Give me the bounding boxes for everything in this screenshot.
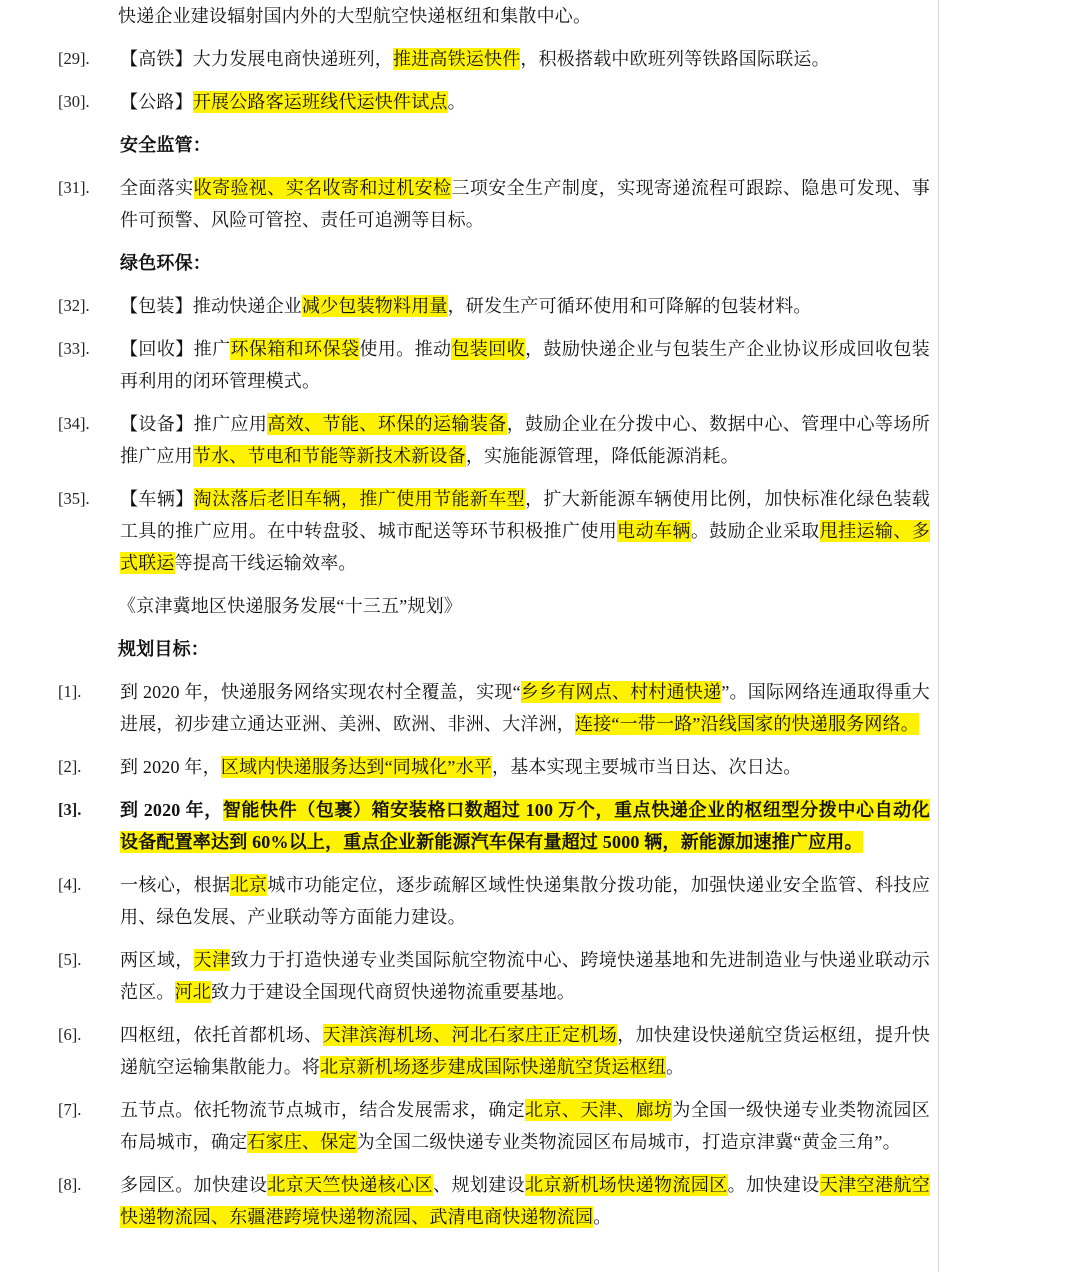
plain-text: 。鼓励企业采取: [690, 521, 820, 541]
highlighted-text: 电动车辆: [617, 521, 691, 541]
item-text: [120, 408, 930, 472]
item-number: [3].: [58, 800, 82, 819]
item-number: [6].: [58, 1025, 82, 1044]
section-title-block: [0, 590, 1080, 622]
plain-text: 四枢纽，依托首都机场、: [120, 1025, 323, 1045]
item-number: [35].: [58, 489, 90, 508]
lead-paragraph-text: [56, 0, 930, 32]
item-text: [120, 1019, 930, 1083]
item-text: [120, 1169, 930, 1233]
highlighted-text: 乡乡有网点、村村通快递: [520, 682, 722, 702]
plain-text: 【回收】推广: [120, 339, 231, 359]
plain-text: 。加快建设: [727, 1175, 820, 1195]
plain-text: 为全国一级快递专业类物流园区布局城市，确定: [120, 1100, 930, 1152]
highlighted-text: 开展公路客运班线代运快件试点: [192, 92, 448, 112]
plain-text: 到 2020 年，快递服务网络实现农村全覆盖，实现“: [120, 682, 521, 702]
document-item: [0, 794, 1080, 858]
document-item: [0, 676, 1080, 740]
highlighted-text: 减少包装物料用量: [302, 296, 448, 316]
highlighted-text: 推进高铁运快件: [393, 49, 521, 69]
lead-paragraph: [0, 0, 1080, 32]
highlighted-text: 高效、节能、环保的运输装备: [267, 414, 507, 434]
item-number: [7].: [58, 1100, 82, 1119]
plain-text: 【设备】推广应用: [120, 414, 268, 434]
document-item: [0, 751, 1080, 783]
section-title: 《京津冀地区快递服务发展“十三五”规划》: [118, 596, 462, 616]
item-number: [33].: [58, 339, 90, 358]
highlighted-text: 天津滨海机场、河北石家庄正定机场: [322, 1025, 618, 1045]
plain-text: 三项安全生产制度，实现寄递流程可跟踪、隐患可发现、事件可预警、风险可管控、责任可追溯等目标。: [120, 178, 930, 230]
highlighted-text: 甩挂运输、多式联运: [120, 521, 930, 573]
highlighted-text: 智能快件（包裹）箱安装格口数超过 100 万个，重点快递企业的枢纽型分拨中心自动化设备配置率达到 60%以上，重点企业新能源汽车保有量超过 5000 辆，新能源加速推广应用。: [120, 800, 930, 852]
item-number: [29].: [58, 49, 90, 68]
document-item: [0, 129, 1080, 161]
item-heading: [120, 129, 930, 161]
highlighted-text: 北京、天津、廊坊: [525, 1100, 673, 1120]
plain-text: 全面落实: [120, 178, 194, 198]
plain-text: 【车辆】: [120, 489, 194, 509]
plain-text: ，实施能源管理，降低能源消耗。: [465, 446, 739, 466]
plain-text: 。: [593, 1207, 612, 1227]
plain-text: 到 2020 年，: [120, 800, 223, 820]
item-text: [120, 869, 930, 933]
item-text: [120, 43, 930, 75]
item-number: [34].: [58, 414, 90, 433]
plain-text: 城市功能定位，逐步疏解区域性快递集散分拨功能，加强快递业安全监管、科技应用、绿色发展、产业联动等方面能力建设。: [120, 875, 930, 927]
document-item: [0, 1169, 1080, 1233]
item-number: [31].: [58, 178, 90, 197]
item-text: [120, 172, 930, 236]
item-text: [120, 676, 930, 740]
document-item: [0, 290, 1080, 322]
plain-text: 多园区。加快建设: [120, 1175, 268, 1195]
highlighted-text: 节水、节电和节能等新技术新设备: [192, 446, 466, 466]
document-item: [0, 483, 1080, 579]
highlighted-text: 天津空港航空快递物流园、东疆港跨境快递物流园、武清电商快递物流园: [120, 1175, 931, 1227]
item-text: [120, 1094, 930, 1158]
item-text: [120, 483, 930, 579]
highlighted-text: 包装回收: [451, 339, 526, 359]
highlighted-text: 连接“一带一路”沿线国家的快递服务网络。: [575, 714, 919, 734]
item-number: [1].: [58, 682, 82, 701]
document-item: [0, 333, 1080, 397]
plain-text: 快递企业建设辐射国内外的大型航空快递枢纽和集散中心。: [118, 6, 592, 26]
highlighted-text: 收寄验视、实名收寄和过机安检: [193, 178, 452, 198]
plain-text: ，基本实现主要城市当日达、次日达。: [492, 757, 802, 777]
highlighted-text: 北京: [230, 875, 268, 895]
highlighted-text: 石家庄、保定: [247, 1132, 357, 1152]
plain-text: ，积极搭载中欧班列等铁路国际联运。: [520, 49, 830, 69]
item-number: [5].: [58, 950, 82, 969]
numbered-items-list: [0, 43, 1080, 579]
item-number: [2].: [58, 757, 82, 776]
highlighted-text: 北京新机场逐步建成国际快递航空货运枢纽: [320, 1057, 667, 1077]
plain-text: ，鼓励快递企业与包装生产企业协议形成回收包装再利用的闭环管理模式。: [120, 339, 931, 391]
plain-text: 绿色环保：: [120, 253, 211, 273]
plain-text: 致力于打造快递专业类国际航空物流中心、跨境快递基地和先进制造业与快递业联动示范区。: [120, 950, 930, 1002]
item-number: [30].: [58, 92, 90, 111]
plain-text: 、规划建设: [433, 1175, 526, 1195]
document-item: [0, 408, 1080, 472]
item-text: [120, 794, 930, 858]
item-text: [120, 290, 930, 322]
section-subtitle-block: [0, 633, 1080, 665]
document-item: [0, 1019, 1080, 1083]
item-text: [120, 944, 930, 1008]
highlighted-text: 河北: [174, 982, 212, 1002]
document-item: [0, 86, 1080, 118]
highlighted-text: 区域内快递服务达到“同城化”水平: [220, 757, 492, 777]
plan-items-list: [0, 676, 1080, 1233]
plain-text: ，研发生产可循环使用和可降解的包装材料。: [447, 296, 812, 316]
plain-text: 使用。推动: [359, 339, 452, 359]
plain-text: 【高铁】大力发展电商快递班列，: [120, 49, 393, 69]
highlighted-text: 环保箱和环保袋: [230, 339, 360, 359]
item-text: [120, 751, 930, 783]
highlighted-text: 北京天竺快递核心区: [267, 1175, 434, 1195]
plain-text: 。: [447, 92, 466, 112]
plain-text: 五节点。依托物流节点城市，结合发展需求，确定: [120, 1100, 526, 1120]
document-item: [0, 1094, 1080, 1158]
document-item: [0, 247, 1080, 279]
document-item: [0, 944, 1080, 1008]
section-subtitle: 规划目标：: [118, 639, 209, 659]
plain-text: ，鼓励企业在分拨中心、数据中心、管理中心等场所推广应用: [120, 414, 930, 466]
item-text: [120, 86, 930, 118]
highlighted-text: 北京新机场快递物流园区: [525, 1175, 728, 1195]
plain-text: ，加快建设快递航空货运枢纽，提升快递航空运输集散能力。将: [120, 1025, 931, 1077]
plain-text: 等提高干线运输效率。: [174, 553, 357, 573]
plain-text: 。: [666, 1057, 685, 1077]
item-number: [8].: [58, 1175, 82, 1194]
plain-text: 到 2020 年，: [120, 757, 221, 777]
plain-text: 一核心，根据: [120, 875, 231, 895]
document-item: [0, 43, 1080, 75]
plain-text: 为全国二级快递专业类物流园区布局城市，打造京津冀“黄金三角”。: [356, 1132, 901, 1152]
plain-text: 两区域，: [120, 950, 194, 970]
plain-text: 【包装】推动快递企业: [120, 296, 302, 316]
document-item: [0, 869, 1080, 933]
document-item: [0, 172, 1080, 236]
item-number: [4].: [58, 875, 82, 894]
plain-text: ，扩大新能源车辆使用比例，加快标准化绿色装载工具的推广应用。在中转盘驳、城市配送等环节积极推广使用: [120, 489, 930, 541]
highlighted-text: 淘汰落后老旧车辆，推广使用节能新车型: [193, 489, 526, 509]
item-heading: [120, 247, 930, 279]
highlighted-text: 天津: [193, 950, 231, 970]
plain-text: 致力于建设全国现代商贸快递物流重要基地。: [211, 982, 576, 1002]
plain-text: 【公路】: [120, 92, 193, 112]
plain-text: 安全监管：: [120, 135, 211, 155]
plain-text: ”。国际网络连通取得重大进展，初步建立通达亚洲、美洲、欧洲、非洲、大洋洲，: [120, 682, 931, 734]
item-number: [32].: [58, 296, 90, 315]
item-text: [120, 333, 930, 397]
